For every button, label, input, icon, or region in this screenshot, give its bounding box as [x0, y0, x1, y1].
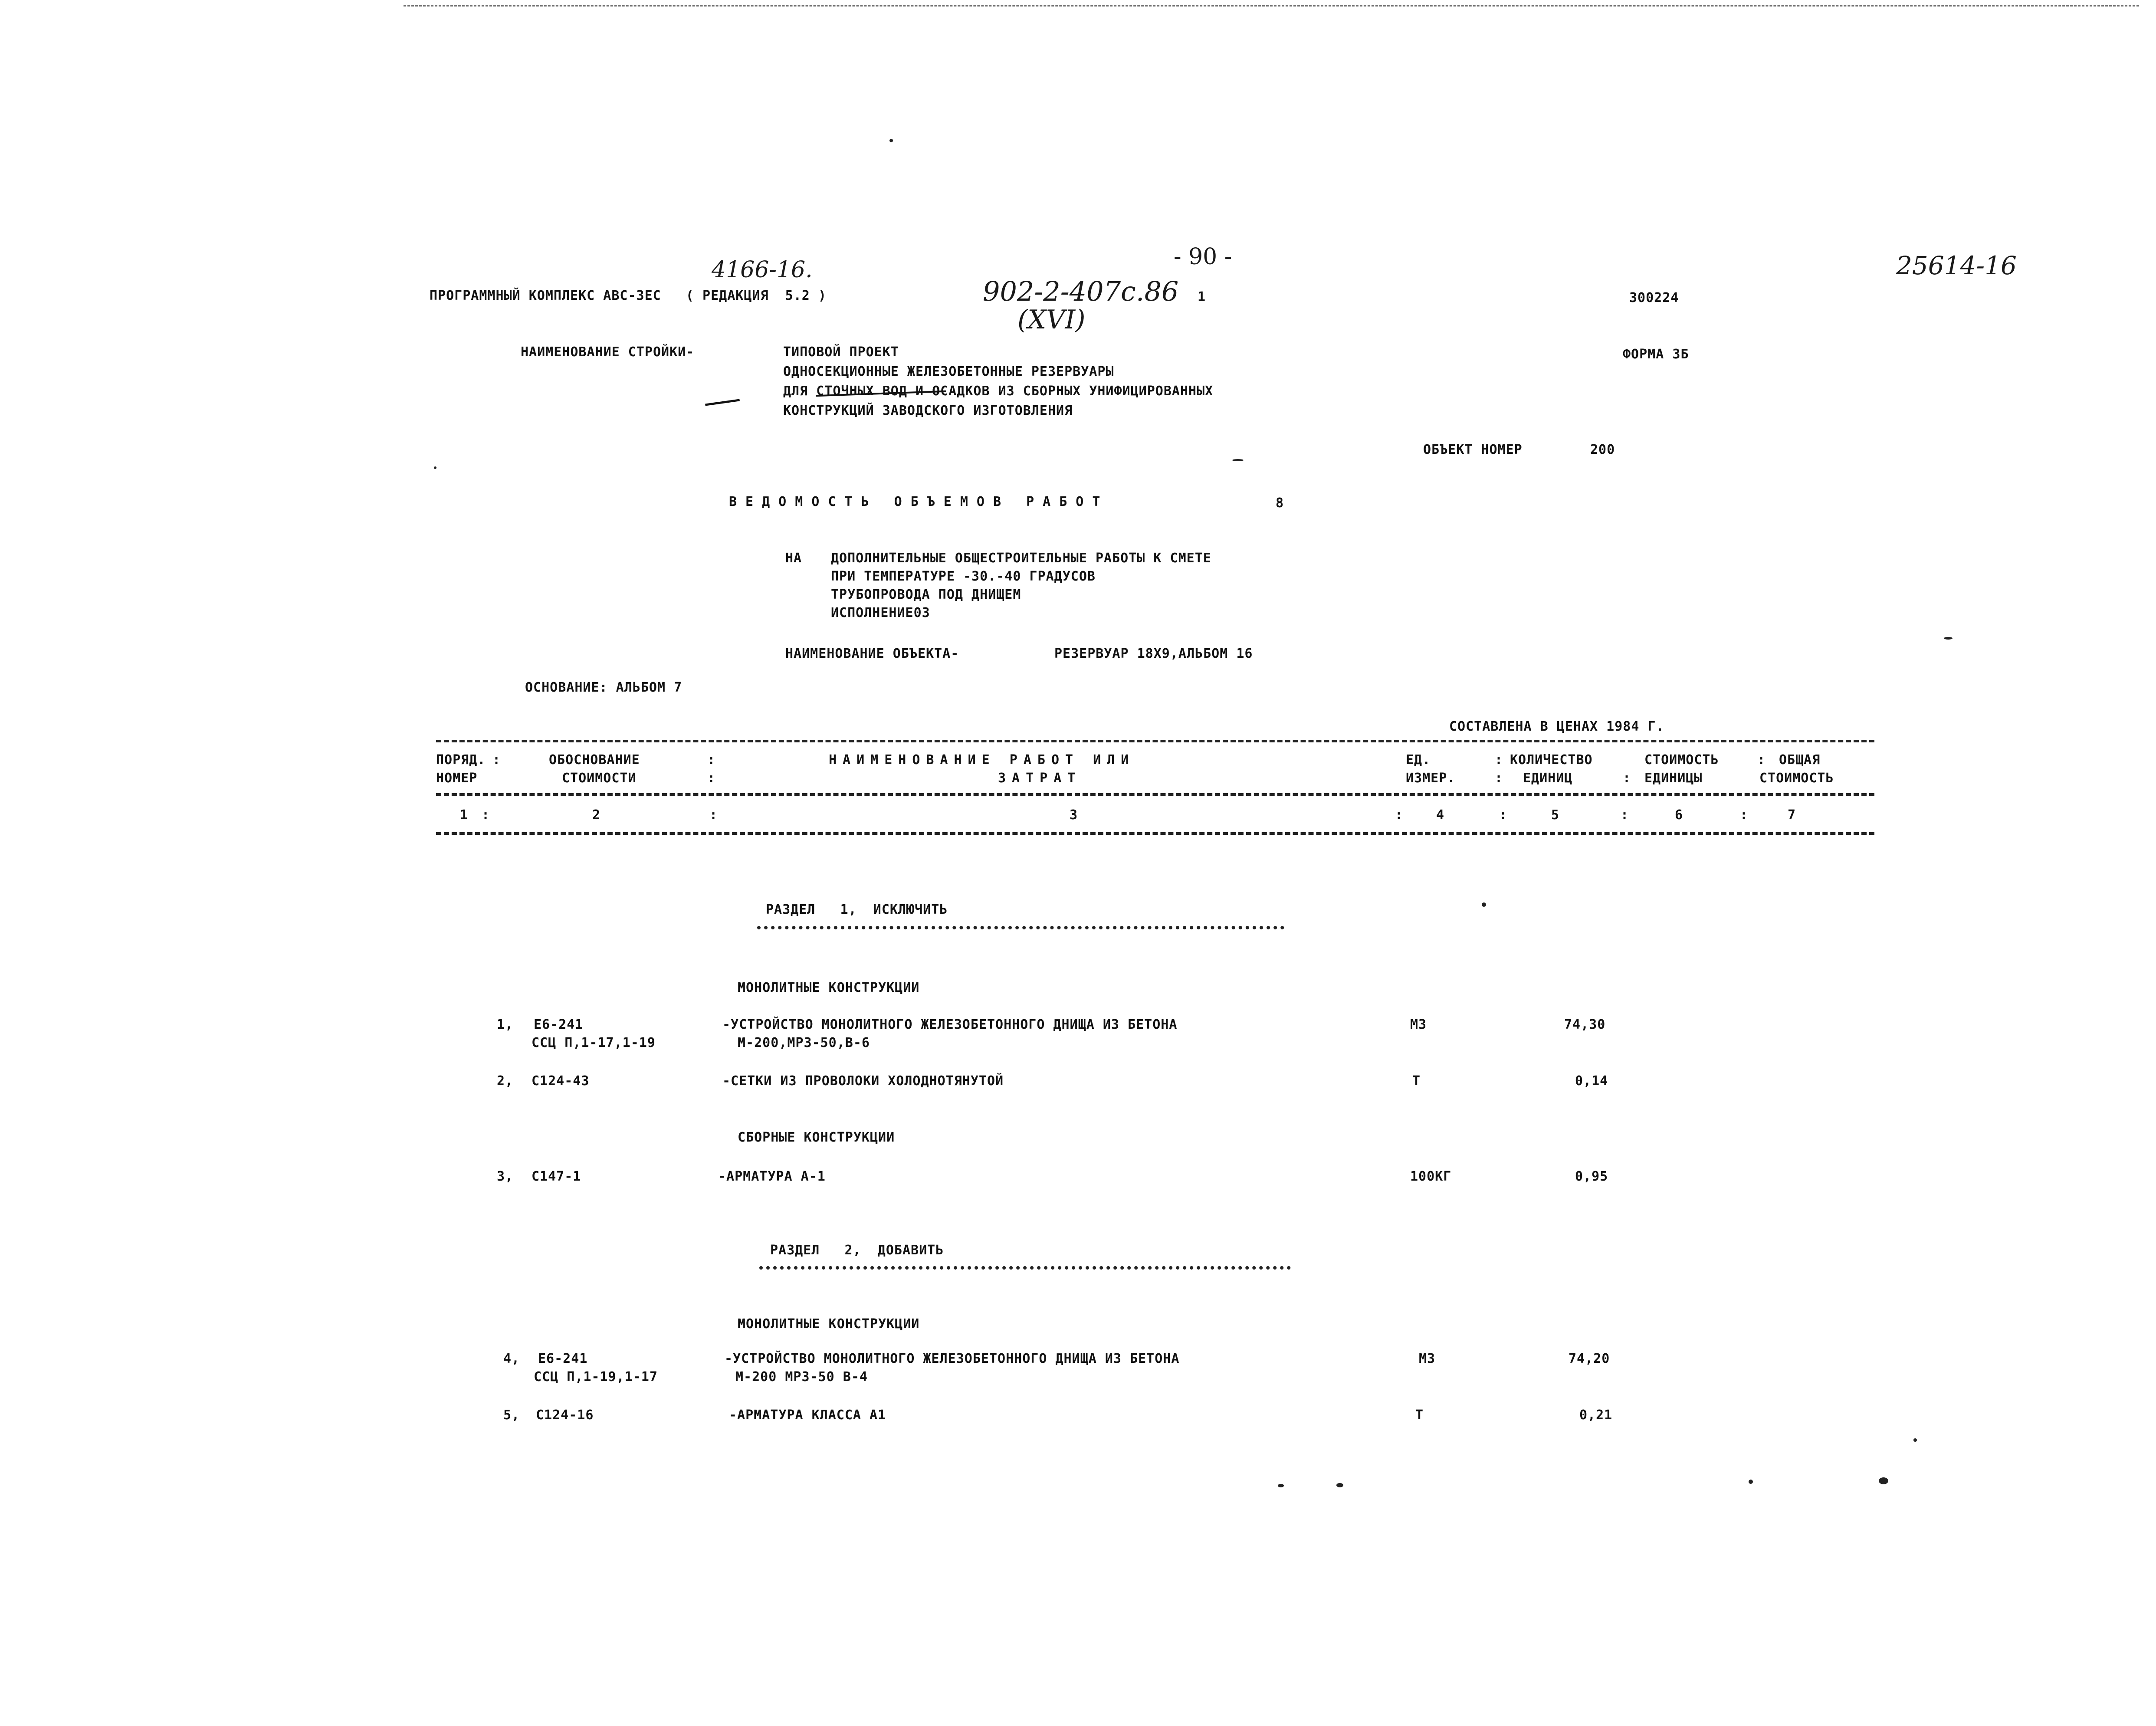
column-number-separators: :: [482, 807, 490, 823]
row-name: -АРМАТУРА А-1: [718, 1169, 826, 1184]
header-separators: :: [492, 752, 501, 768]
header-col6-line1: СТОИМОСТЬ: [1644, 752, 1719, 768]
handwritten-album: (XVI): [1017, 305, 1086, 335]
header-col2-line1: ОБОСНОВАНИЕ: [549, 752, 640, 768]
object-number-label: ОБЪЕКТ НОМЕР: [1423, 442, 1523, 457]
header-col1-line2: НОМЕР: [436, 771, 478, 786]
column-number-separators: :: [709, 807, 718, 823]
header-col5-line2: ЕДИНИЦ: [1523, 771, 1573, 786]
column-number-separators: :: [1740, 807, 1749, 823]
row-quantity: 74,30: [1564, 1017, 1606, 1032]
construction-line-3: ДЛЯ СТОЧНЫХ ВОД И ОСАДКОВ ИЗ СБОРНЫХ УНИФИЦИРОВАННЫХ: [783, 384, 1214, 399]
group-title: СБОРНЫЕ КОНСТРУКЦИИ: [738, 1130, 895, 1145]
row-name: -СЕТКИ ИЗ ПРОВОЛОКИ ХОЛОДНОТЯНУТОЙ: [722, 1073, 1004, 1089]
row-basis: С124-16: [536, 1408, 594, 1423]
scan-speck: [1749, 1480, 1753, 1484]
section-underline: [757, 926, 1284, 929]
row-name: -АРМАТУРА КЛАССА А1: [729, 1408, 886, 1423]
row-number: 2,: [497, 1073, 514, 1089]
row-basis: ССЦ П,1-17,1-19: [532, 1035, 656, 1050]
column-number: 3: [1070, 807, 1078, 823]
header-col1-line1: ПОРЯД.: [436, 752, 486, 768]
column-number: 2: [592, 807, 601, 823]
column-number-separators: :: [1621, 807, 1629, 823]
scan-speck: [1913, 1438, 1917, 1442]
construction-line-2: ОДНОСЕКЦИОННЫЕ ЖЕЛЕЗОБЕТОННЫЕ РЕЗЕРВУАРЫ: [783, 364, 1114, 379]
header-col5-line1: КОЛИЧЕСТВО: [1510, 752, 1593, 768]
header-col4-line2: ИЗМЕР.: [1406, 771, 1456, 786]
form-label: ФОРМА 3Б: [1623, 347, 1689, 362]
header-separators: :: [707, 771, 716, 786]
row-number: 3,: [497, 1169, 514, 1184]
group-title: МОНОЛИТНЫЕ КОНСТРУКЦИИ: [738, 1316, 920, 1332]
program-line: ПРОГРАММНЫЙ КОМПЛЕКС АВС-3ЕС ( РЕДАКЦИЯ 5.2 ): [430, 288, 827, 303]
table-rule-mid: [436, 793, 1874, 796]
header-col7-line2: СТОИМОСТЬ: [1759, 771, 1834, 786]
object-number-value: 200: [1590, 442, 1615, 457]
column-number: 1: [460, 807, 469, 823]
section-underline: [759, 1266, 1291, 1270]
column-number: 4: [1436, 807, 1445, 823]
subject-line-2: ПРИ ТЕМПЕРАТУРЕ -30.-40 ГРАДУСОВ: [831, 569, 1096, 584]
document-code: 300224: [1629, 290, 1679, 305]
row-unit: М3: [1410, 1017, 1427, 1032]
section-heading: РАЗДЕЛ 1, ИСКЛЮЧИТЬ: [766, 902, 948, 917]
document-title: ВЕДОМОСТЬ ОБЪЕМОВ РАБОТ: [729, 494, 1109, 509]
scan-speck: [434, 466, 436, 469]
price-level: СОСТАВЛЕНА В ЦЕНАХ 1984 Г.: [1449, 719, 1664, 734]
row-number: 4,: [503, 1351, 520, 1366]
row-quantity: 74,20: [1569, 1351, 1610, 1366]
table-rule-top: [436, 740, 1874, 742]
header-col6-line2: ЕДИНИЦЫ: [1644, 771, 1703, 786]
row-basis: Е6-241: [534, 1017, 584, 1032]
row-basis: ССЦ П,1-19,1-17: [534, 1369, 658, 1385]
title-mark: 8: [1276, 495, 1284, 511]
header-separators: :: [1495, 771, 1503, 786]
column-number: 5: [1551, 807, 1560, 823]
row-basis: Е6-241: [538, 1351, 588, 1366]
row-name: -УСТРОЙСТВО МОНОЛИТНОГО ЖЕЛЕЗОБЕТОННОГО ДНИЩА ИЗ БЕТОНА: [725, 1351, 1180, 1366]
object-name-value: РЕЗЕРВУАР 18Х9,АЛЬБОМ 16: [1054, 646, 1253, 661]
column-number-separators: :: [1395, 807, 1404, 823]
handwritten-project-number: 902-2-407с.86: [983, 276, 1179, 307]
row-basis: С147-1: [532, 1169, 581, 1184]
handwritten-doc-number: 4166-16.: [712, 257, 813, 283]
scan-speck: [1944, 637, 1953, 640]
scan-speck: [1482, 902, 1486, 907]
scan-speck: [1232, 459, 1244, 461]
handwritten-archive-number: 25614-16: [1896, 251, 2017, 280]
subject-line-4: ИСПОЛНЕНИЕ03: [831, 605, 930, 620]
header-separators: :: [1495, 752, 1503, 768]
scan-speck: [889, 139, 893, 142]
row-unit: 100КГ: [1410, 1169, 1452, 1184]
row-unit: Т: [1415, 1408, 1424, 1423]
header-separators: :: [707, 752, 716, 768]
scan-speck: [1879, 1477, 1888, 1484]
row-number: 5,: [503, 1408, 520, 1423]
row-unit: Т: [1412, 1073, 1421, 1089]
subject-line-1: ДОПОЛНИТЕЛЬНЫЕ ОБЩЕСТРОИТЕЛЬНЫЕ РАБОТЫ К СМЕТЕ: [831, 551, 1211, 566]
header-col3-line2: ЗАТРАТ: [998, 771, 1082, 786]
subject-line-3: ТРУБОПРОВОДА ПОД ДНИЩЕМ: [831, 587, 1021, 602]
table-rule-bottom: [436, 832, 1874, 835]
row-quantity: 0,14: [1575, 1073, 1608, 1089]
row-quantity: 0,95: [1575, 1169, 1608, 1184]
subject-prefix: НА: [785, 551, 802, 566]
scan-speck: [1336, 1483, 1343, 1487]
header-separators: :: [1757, 752, 1766, 768]
page-number: - 90 -: [1174, 244, 1232, 270]
column-number: 6: [1675, 807, 1683, 823]
header-col2-line2: СТОИМОСТИ: [562, 771, 637, 786]
row-number: 1,: [497, 1017, 514, 1032]
row-quantity: 0,21: [1579, 1408, 1613, 1423]
construction-label: НАИМЕНОВАНИЕ СТРОЙКИ-: [521, 345, 695, 360]
construction-line-4: КОНСТРУКЦИЙ ЗАВОДСКОГО ИЗГОТОВЛЕНИЯ: [783, 403, 1073, 418]
row-name: -УСТРОЙСТВО МОНОЛИТНОГО ЖЕЛЕЗОБЕТОННОГО ДНИЩА ИЗ БЕТОНА: [722, 1017, 1178, 1032]
section-heading: РАЗДЕЛ 2, ДОБАВИТЬ: [770, 1243, 944, 1258]
row-unit: М3: [1419, 1351, 1436, 1366]
header-col7-line1: ОБЩАЯ: [1779, 752, 1821, 768]
row-basis: С124-43: [532, 1073, 590, 1089]
header-separators: :: [1623, 771, 1631, 786]
column-number: 7: [1788, 807, 1796, 823]
object-name-label: НАИМЕНОВАНИЕ ОБЪЕКТА-: [785, 646, 959, 661]
row-name: М-200 МРЗ-50 В-4: [735, 1369, 868, 1385]
construction-line-1: ТИПОВОЙ ПРОЕКТ: [783, 345, 899, 360]
scan-edge-line: [404, 5, 2139, 7]
page-mark: 1: [1198, 289, 1206, 305]
group-title: МОНОЛИТНЫЕ КОНСТРУКЦИИ: [738, 980, 920, 995]
scan-speck: [1278, 1484, 1284, 1487]
basis-label: ОСНОВАНИЕ: АЛЬБОМ 7: [525, 680, 683, 695]
header-col3-line1: НАИМЕНОВАНИЕ РАБОТ ИЛИ: [829, 752, 1135, 768]
column-number-separators: :: [1499, 807, 1508, 823]
margin-dash: [705, 399, 740, 406]
header-col4-line1: ЕД.: [1406, 752, 1431, 768]
row-name: М-200,МРЗ-50,В-6: [738, 1035, 870, 1050]
